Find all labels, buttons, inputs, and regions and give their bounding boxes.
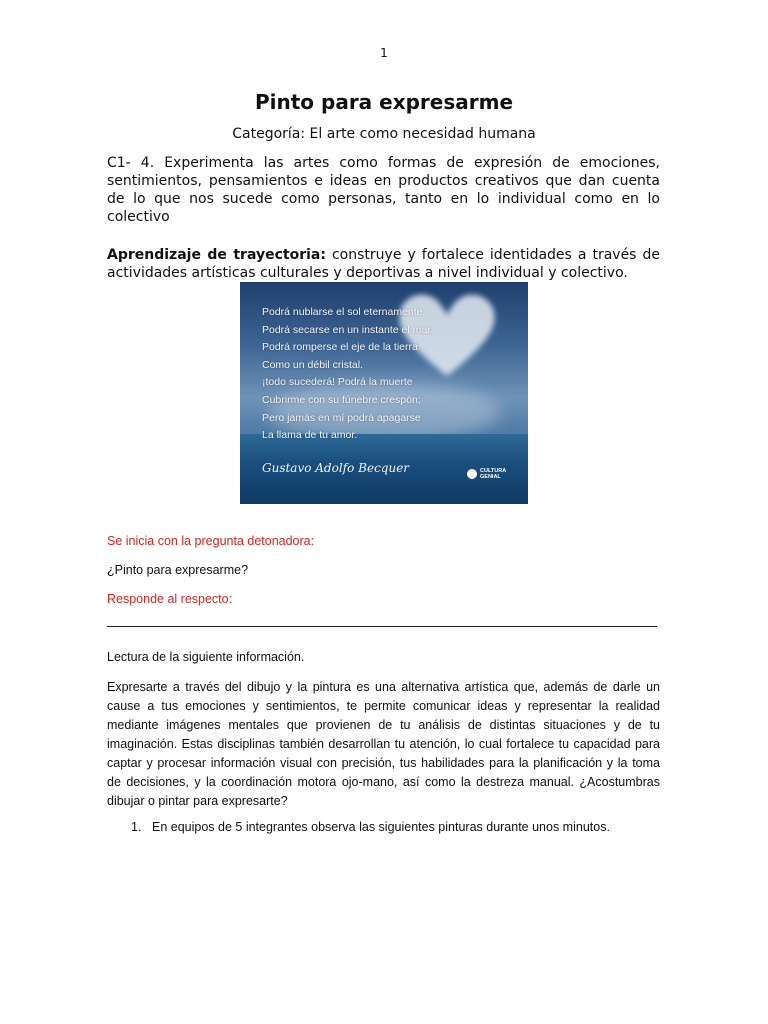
reading-paragraph: Expresarte a través del dibujo y la pintura es una alternativa artística que, además de darle un cause a tus emociones y sentimientos, te permite comunicar ideas y representar la realidad mediante imágenes mentales que provienen de tu análisis de distintas situaciones y de tu imaginación. Estas disciplinas también desarrollan tu atención, lo cual fortalece tu capacidad para captar y procesar información visual con precisión, tus habilidades para la planificación y la toma de decisiones, y la coordinación motora ojo-mano, así como la destreza manual. ¿Acostumbras dibujar o pintar para expresarte? (107, 680, 660, 808)
list-item (107, 820, 660, 834)
poem-author-signature: Gustavo Adolfo Becquer (262, 461, 410, 475)
brand-logo (467, 468, 506, 480)
poem-line: ¡todo sucederá! Podrá la muerte (262, 376, 413, 389)
poem-image (240, 282, 528, 504)
poem-line: Como un débil cristal. (262, 358, 363, 371)
poem-line: Podrá romperse el eje de la tierra (262, 341, 418, 354)
trigger-question: ¿Pinto para expresarme? (107, 563, 249, 577)
brand-line-1: CULTURA (480, 468, 507, 474)
poem-line: Pero jamás en mí podrá apagarse (262, 411, 421, 424)
instructions-list (107, 820, 660, 834)
poem-line: La llama de tu amor. (262, 429, 358, 442)
trajectory-text: construye y fortalece identidades a través de actividades artísticas culturales y deportivas a nivel individual y colectivo. (107, 247, 660, 281)
brand-text (480, 468, 506, 480)
category-line: Categoría: El arte como necesidad humana (232, 126, 536, 142)
reading-intro: Lectura de la siguiente información. (107, 650, 305, 664)
page-number: 1 (380, 46, 388, 60)
brand-mark-icon (467, 469, 477, 479)
poem-line: Cubrirme con su fúnebre crespón; (262, 393, 421, 406)
brand-line-2: GENIAL (480, 474, 501, 480)
list-item-number: 1. (131, 820, 142, 834)
poem-line: Podrá secarse en un instante el mar; (262, 323, 434, 336)
list-item-text: En equipos de 5 integrantes observa las siguientes pinturas durante unos minutos. (152, 820, 610, 834)
trigger-question-label: Se inicia con la pregunta detonadora: (107, 534, 315, 548)
poem-lines (262, 304, 512, 445)
trajectory-paragraph (107, 246, 660, 282)
poem-line: Podrá nublarse el sol eternamente; (262, 306, 426, 318)
respond-label: Responde al respecto: (107, 592, 233, 606)
document-title: Pinto para expresarme (254, 90, 514, 114)
answer-line[interactable] (107, 626, 657, 627)
trajectory-label: Aprendizaje de trayectoria: (107, 247, 326, 263)
competency-paragraph: C1- 4. Experimenta las artes como formas de expresión de emociones, sentimientos, pensamientos e ideas en productos creativos que dan cuenta de lo que nos sucede como personas, tanto en lo individual como en lo colectivo (107, 155, 660, 225)
